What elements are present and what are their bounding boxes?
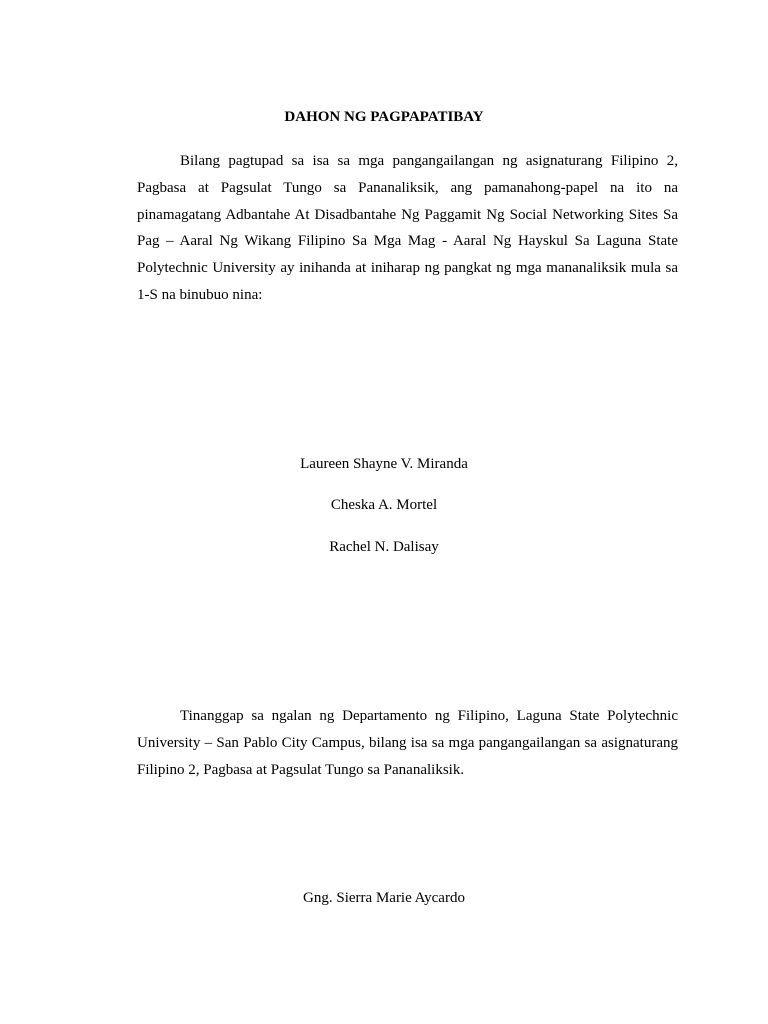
researcher-name: Cheska A. Mortel: [330, 497, 438, 513]
approval-paragraph: Bilang pagtupad sa isa sa mga pangangailangan ng asignaturang Filipino 2, Pagbasa at Pagsulat Tungo sa Pananaliksik, ang pamanahong-papel na ito na pinamagatang Adbantahe At Disadbantahe Ng Paggamit Ng Social Networking Sites Sa Pag – Aaral Ng Wikang Filipino Sa Mga Mag - Aaral Ng Hayskul Sa Laguna State Polytechnic University ay inihanda at iniharap ng pangkat ng mga mananaliksik mula sa 1-S na binubuo nina:: [137, 153, 678, 303]
adviser-name: Gng. Sierra Marie Aycardo: [303, 890, 465, 906]
acceptance-paragraph: Tinanggap sa ngalan ng Departamento ng Filipino, Laguna State Polytechnic University – San Pablo City Campus, bilang isa sa mga pangangailangan sa asignaturang Filipino 2, Pagbasa at Pagsulat Tungo sa Pananaliksik.: [137, 708, 678, 778]
researcher-name: Laureen Shayne V. Miranda: [300, 456, 468, 472]
researcher-name: Rachel N. Dalisay: [329, 539, 439, 555]
page-title: DAHON NG PAGPAPATIBAY: [284, 109, 484, 125]
